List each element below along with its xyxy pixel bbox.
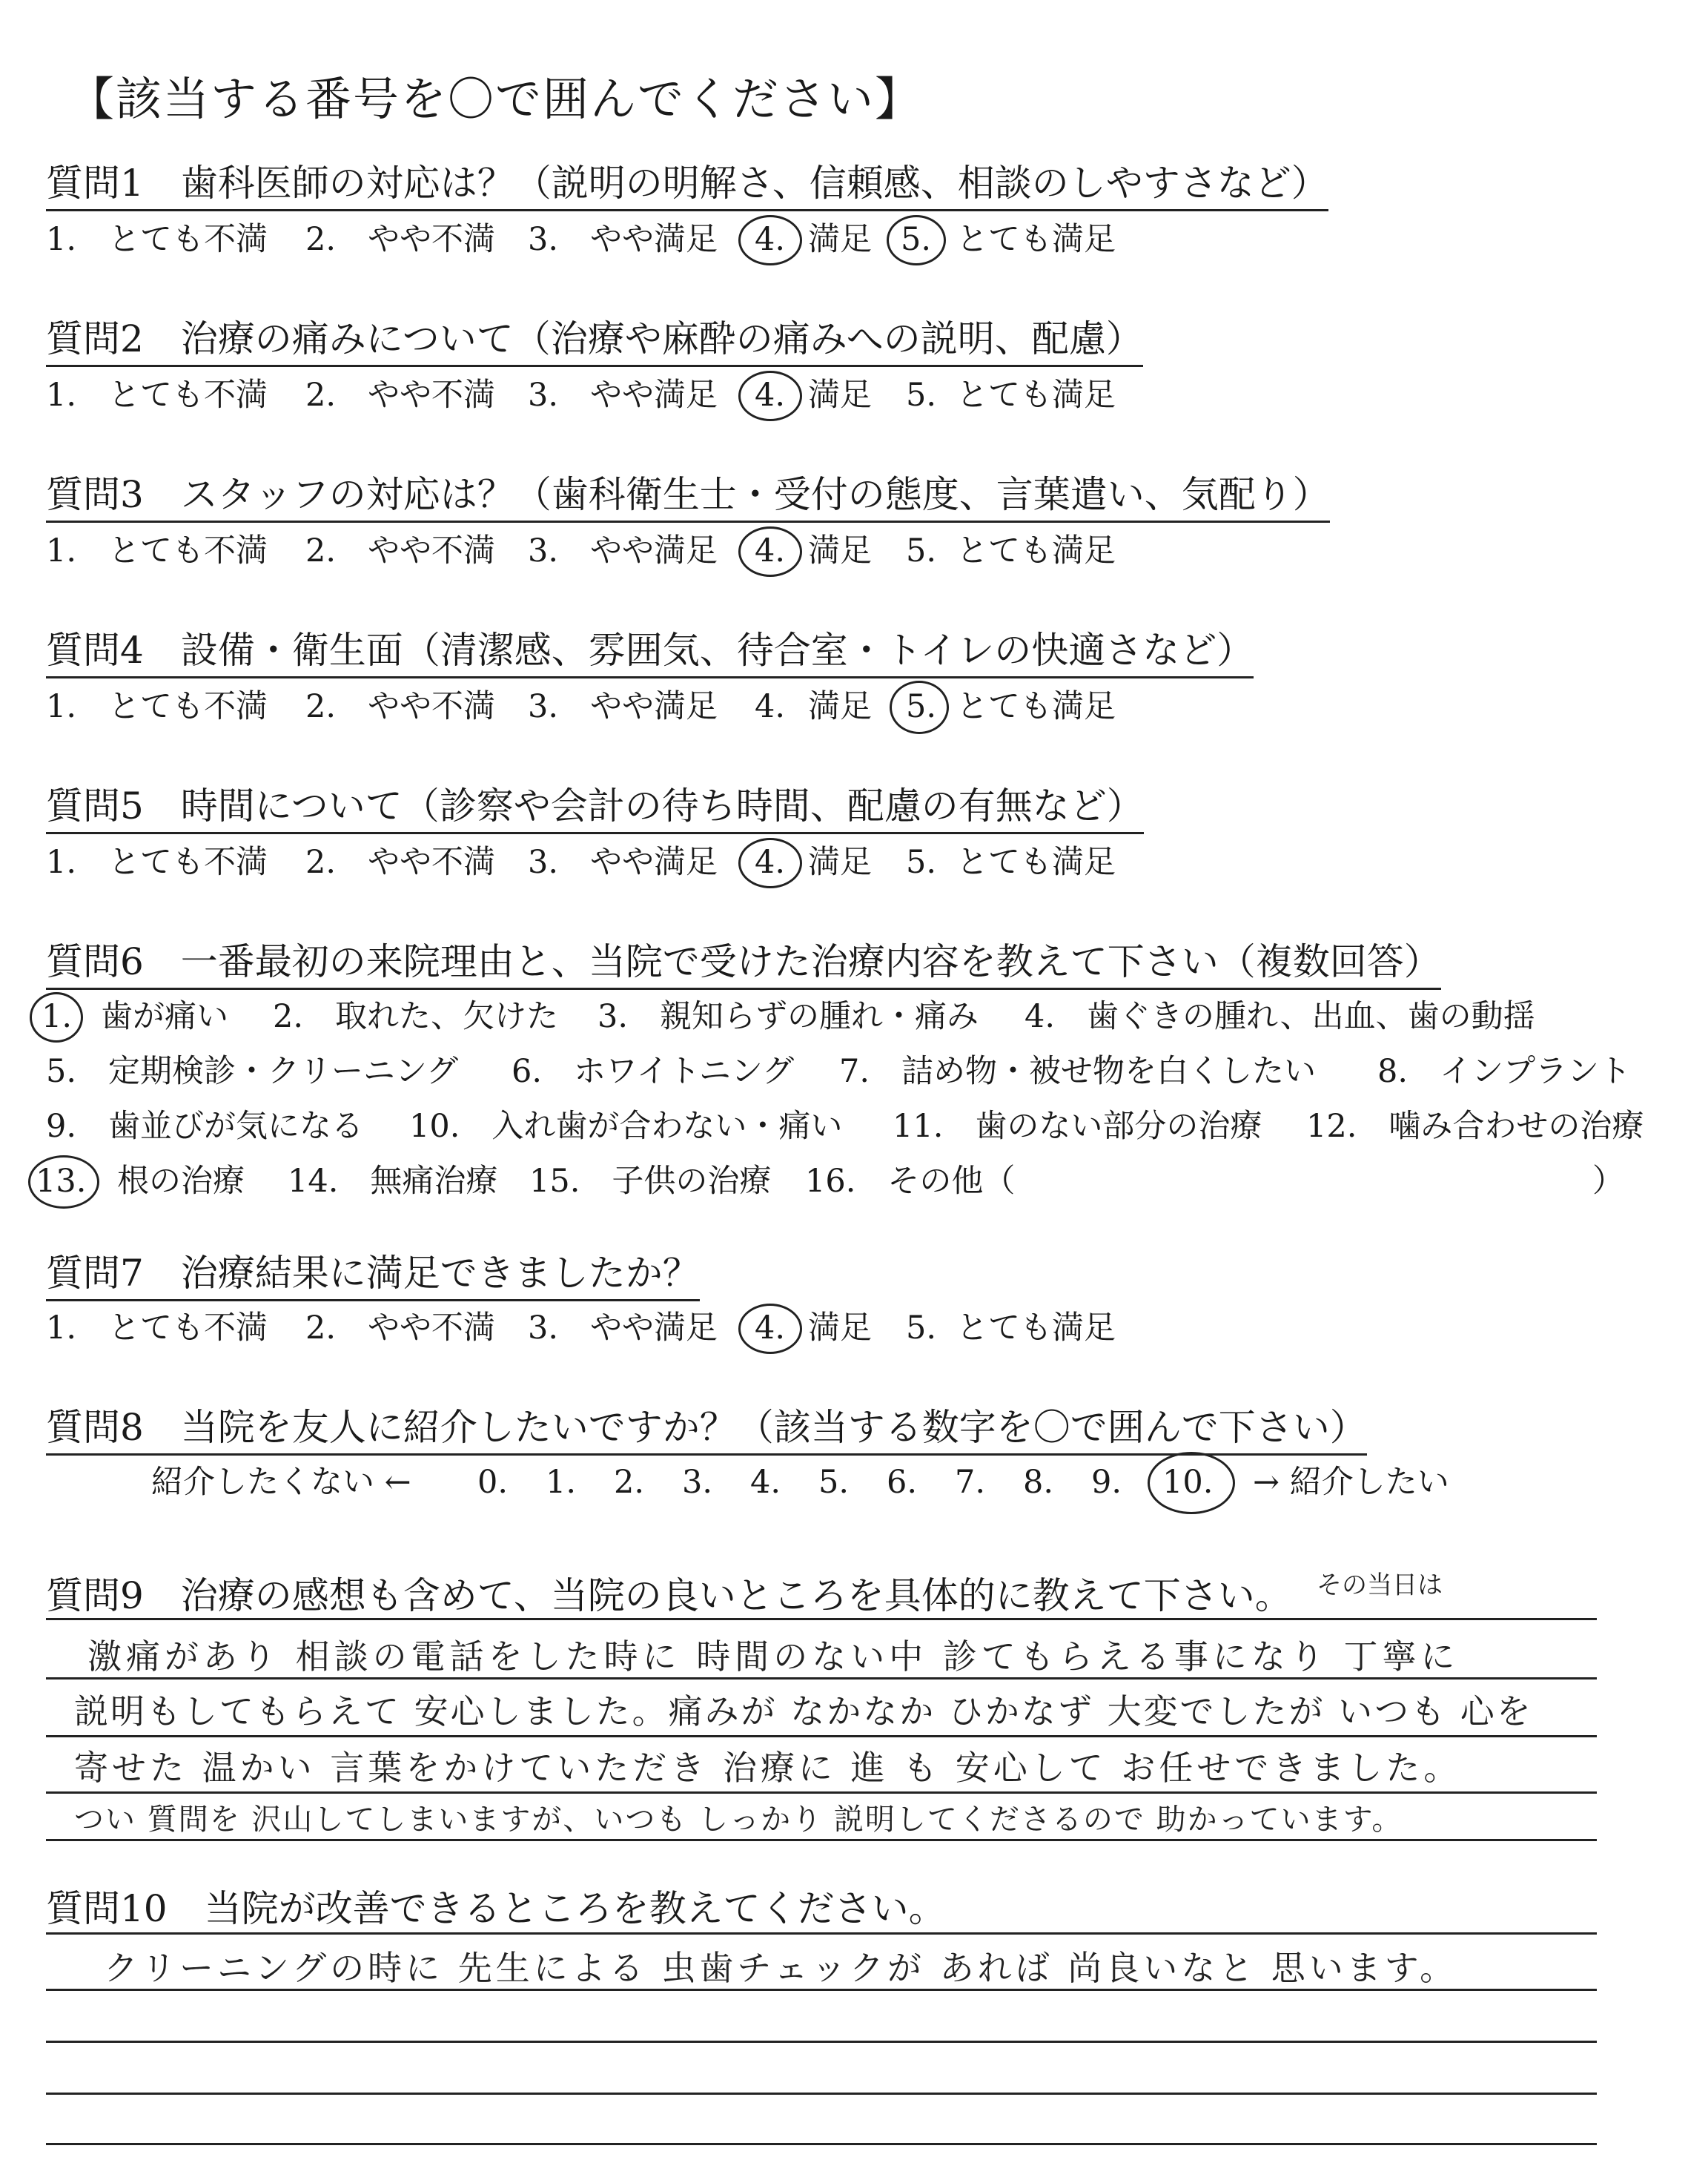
q4-option-2[interactable]: 2. やや不満 (305, 688, 496, 725)
q10-ruled-line-4 (46, 2093, 1597, 2095)
q8-option-5[interactable]: 5. (818, 1464, 850, 1501)
q9-title: 質問9 治療の感想も含めて、当院の良いところを具体的に教えて下さい。 (46, 1574, 1292, 1617)
q7-option-4-label: 満足 (808, 1309, 872, 1347)
q10-title: 質問10 当院が改善できるところを教えてください。 (46, 1887, 946, 1930)
q8-selection-circle-10 (1148, 1452, 1235, 1514)
q10-ruled-line-3 (46, 2041, 1597, 2043)
instruction-header: 【該当する番号を〇で囲んでください】 (68, 72, 923, 126)
q6-option-6[interactable]: 6. ホワイトニング (512, 1053, 795, 1090)
q1-option-5-number[interactable]: 5. (901, 221, 932, 258)
q4-option-3[interactable]: 3. やや満足 (528, 688, 718, 725)
q8-option-2[interactable]: 2. (614, 1464, 645, 1501)
q6-option-9[interactable]: 9. 歯並びが気になる (46, 1108, 364, 1145)
q3-option-5-number[interactable]: 5. (906, 532, 937, 569)
q4-option-4-label: 満足 (808, 688, 872, 725)
q5-option-1[interactable]: 1. とても不満 (46, 844, 268, 881)
q5-option-3[interactable]: 3. やや満足 (528, 844, 718, 881)
q7-option-5-number[interactable]: 5. (906, 1309, 937, 1347)
q9-ruled-line-3 (46, 1735, 1597, 1737)
q4-option-1[interactable]: 1. とても不満 (46, 688, 268, 725)
q3-option-5-label: とても満足 (956, 532, 1116, 569)
q6-option-3[interactable]: 3. 親知らずの腫れ・痛み (598, 998, 979, 1035)
q10-ruled-line-5 (46, 2143, 1597, 2145)
q10-ruled-line-2 (46, 1989, 1597, 1991)
q4-option-4-number[interactable]: 4. (755, 688, 786, 725)
q1-option-5-label: とても満足 (956, 221, 1116, 258)
q2-option-2[interactable]: 2. やや不満 (305, 377, 496, 414)
q6-option-13-label: 根の治療 (117, 1163, 245, 1200)
q3-option-4-number[interactable]: 4. (755, 532, 786, 569)
q7-option-5-label: とても満足 (956, 1309, 1116, 1347)
q10-answer-line-1[interactable]: クリーニングの時に 先生による 虫歯チェックが あれば 尚良いなと 思います。 (104, 1948, 1458, 1988)
q1-title: 質問1 歯科医師の対応は？（説明の明解さ、信頼感、相談のしやすさなど） (46, 165, 1328, 211)
q7-option-2[interactable]: 2. やや不満 (305, 1309, 496, 1347)
q6-other-close-paren: ） (1592, 1163, 1624, 1200)
q6-option-11[interactable]: 11. 歯のない部分の治療 (893, 1108, 1262, 1145)
q8-option-3[interactable]: 3. (682, 1464, 713, 1501)
q3-option-2[interactable]: 2. やや不満 (305, 532, 496, 569)
q8-scale-right-label: → 紹介したい (1253, 1464, 1449, 1501)
q2-option-4-number[interactable]: 4. (755, 377, 786, 414)
q9-answer-line-3[interactable]: 寄せた 温かい 言葉をかけていただき 治療に 進 も 安心して お任せできました。 (74, 1748, 1462, 1788)
q6-option-1-label: 歯が痛い (101, 998, 228, 1035)
q4-option-5-label: とても満足 (956, 688, 1116, 725)
q2-selection-circle-4 (738, 371, 802, 421)
q7-selection-circle-4 (738, 1304, 802, 1354)
q8-option-8[interactable]: 8. (1023, 1464, 1054, 1501)
q1-option-4-number[interactable]: 4. (755, 221, 786, 258)
q7-title: 質問7 治療結果に満足できましたか？ (46, 1255, 700, 1301)
q4-option-5-number[interactable]: 5. (906, 688, 937, 725)
q6-option-2[interactable]: 2. 取れた、欠けた (273, 998, 559, 1035)
q6-selection-circle-13 (28, 1155, 99, 1209)
q6-option-13-number[interactable]: 13. (36, 1163, 87, 1200)
q9-ruled-line-2 (46, 1677, 1597, 1680)
q2-option-5-number[interactable]: 5. (906, 377, 937, 414)
q3-option-1[interactable]: 1. とても不満 (46, 532, 268, 569)
q6-title: 質問6 一番最初の来院理由と、当院で受けた治療内容を教えて下さい（複数回答） (46, 943, 1441, 990)
q6-selection-circle-1 (30, 992, 83, 1043)
q2-option-1[interactable]: 1. とても不満 (46, 377, 268, 414)
q3-selection-circle-4 (738, 526, 802, 577)
q3-option-3[interactable]: 3. やや満足 (528, 532, 718, 569)
q1-selection-circle-5 (887, 215, 946, 265)
q5-option-5-label: とても満足 (956, 844, 1116, 881)
q8-option-9[interactable]: 9. (1091, 1464, 1122, 1501)
q9-handwritten-insert: その当日は (1317, 1571, 1443, 1600)
q6-option-16[interactable]: 16. その他（ (805, 1163, 1016, 1200)
q7-option-1[interactable]: 1. とても不満 (46, 1309, 268, 1347)
q6-option-15[interactable]: 15. 子供の治療 (529, 1163, 772, 1200)
q6-option-1-number[interactable]: 1. (42, 998, 73, 1035)
q6-option-8[interactable]: 8. インプラント (1377, 1053, 1632, 1090)
q8-option-1[interactable]: 1. (546, 1464, 577, 1501)
q3-option-4-label: 満足 (808, 532, 872, 569)
q6-option-7[interactable]: 7. 詰め物・被せ物を白くしたい (839, 1053, 1317, 1090)
q1-option-3[interactable]: 3. やや満足 (528, 221, 718, 258)
q8-option-7[interactable]: 7. (955, 1464, 986, 1501)
q1-option-4-label: 満足 (808, 221, 872, 258)
q6-option-12[interactable]: 12. 噛み合わせの治療 (1306, 1108, 1644, 1145)
q1-selection-circle-4 (738, 215, 802, 265)
q5-title: 質問5 時間について（診察や会計の待ち時間、配慮の有無など） (46, 787, 1144, 834)
q5-option-4-number[interactable]: 4. (755, 844, 786, 881)
q8-option-0[interactable]: 0. (477, 1464, 509, 1501)
q1-option-2[interactable]: 2. やや不満 (305, 221, 496, 258)
q8-option-6[interactable]: 6. (887, 1464, 918, 1501)
q9-ruled-line-1 (46, 1618, 1597, 1620)
q5-option-4-label: 満足 (808, 844, 872, 881)
q6-option-10[interactable]: 10. 入れ歯が合わない・痛い (409, 1108, 843, 1145)
q7-option-3[interactable]: 3. やや満足 (528, 1309, 718, 1347)
q3-title: 質問3 スタッフの対応は？（歯科衛生士・受付の態度、言葉遣い、気配り） (46, 476, 1330, 523)
q9-ruled-line-5 (46, 1839, 1597, 1841)
q4-title: 質問4 設備・衛生面（清潔感、雰囲気、待合室・トイレの快適さなど） (46, 632, 1254, 678)
q2-option-3[interactable]: 3. やや満足 (528, 377, 718, 414)
q2-option-5-label: とても満足 (956, 377, 1116, 414)
q6-option-4[interactable]: 4. 歯ぐきの腫れ、出血、歯の動揺 (1025, 998, 1535, 1035)
q2-option-4-label: 満足 (808, 377, 872, 414)
q9-ruled-line-4 (46, 1791, 1597, 1794)
q8-option-4[interactable]: 4. (750, 1464, 781, 1501)
q9-answer-line-1[interactable]: 激痛があり 相談の電話をした時に 時間のない中 診てもらえる事になり 丁寧に (87, 1636, 1460, 1677)
q5-selection-circle-4 (738, 838, 802, 888)
q5-option-2[interactable]: 2. やや不満 (305, 844, 496, 881)
q9-answer-line-2[interactable]: 説明もしてもらえて 安心しました。痛みが なかなか ひかなず 大変でしたが いつも 心を (74, 1691, 1533, 1731)
q5-option-5-number[interactable]: 5. (906, 844, 937, 881)
q2-title: 質問2 治療の痛みについて（治療や麻酔の痛みへの説明、配慮） (46, 320, 1143, 367)
q7-option-4-number[interactable]: 4. (755, 1309, 786, 1347)
q4-selection-circle-5 (890, 681, 949, 734)
q8-option-10[interactable]: 10. (1162, 1464, 1214, 1501)
q8-title: 質問8 当院を友人に紹介したいですか？（該当する数字を〇で囲んで下さい） (46, 1409, 1367, 1456)
q1-option-1[interactable]: 1. とても不満 (46, 221, 268, 258)
q6-option-5[interactable]: 5. 定期検診・クリーニング (46, 1053, 459, 1090)
q9-answer-line-4[interactable]: つい 質問を 沢山してしまいますが、いつも しっかり 説明してくださるので 助かっています。 (74, 1803, 1403, 1837)
q6-option-14[interactable]: 14. 無痛治療 (288, 1163, 498, 1200)
q8-scale-left-label: 紹介したくない ← (151, 1464, 411, 1501)
q10-ruled-line-1 (46, 1932, 1597, 1935)
